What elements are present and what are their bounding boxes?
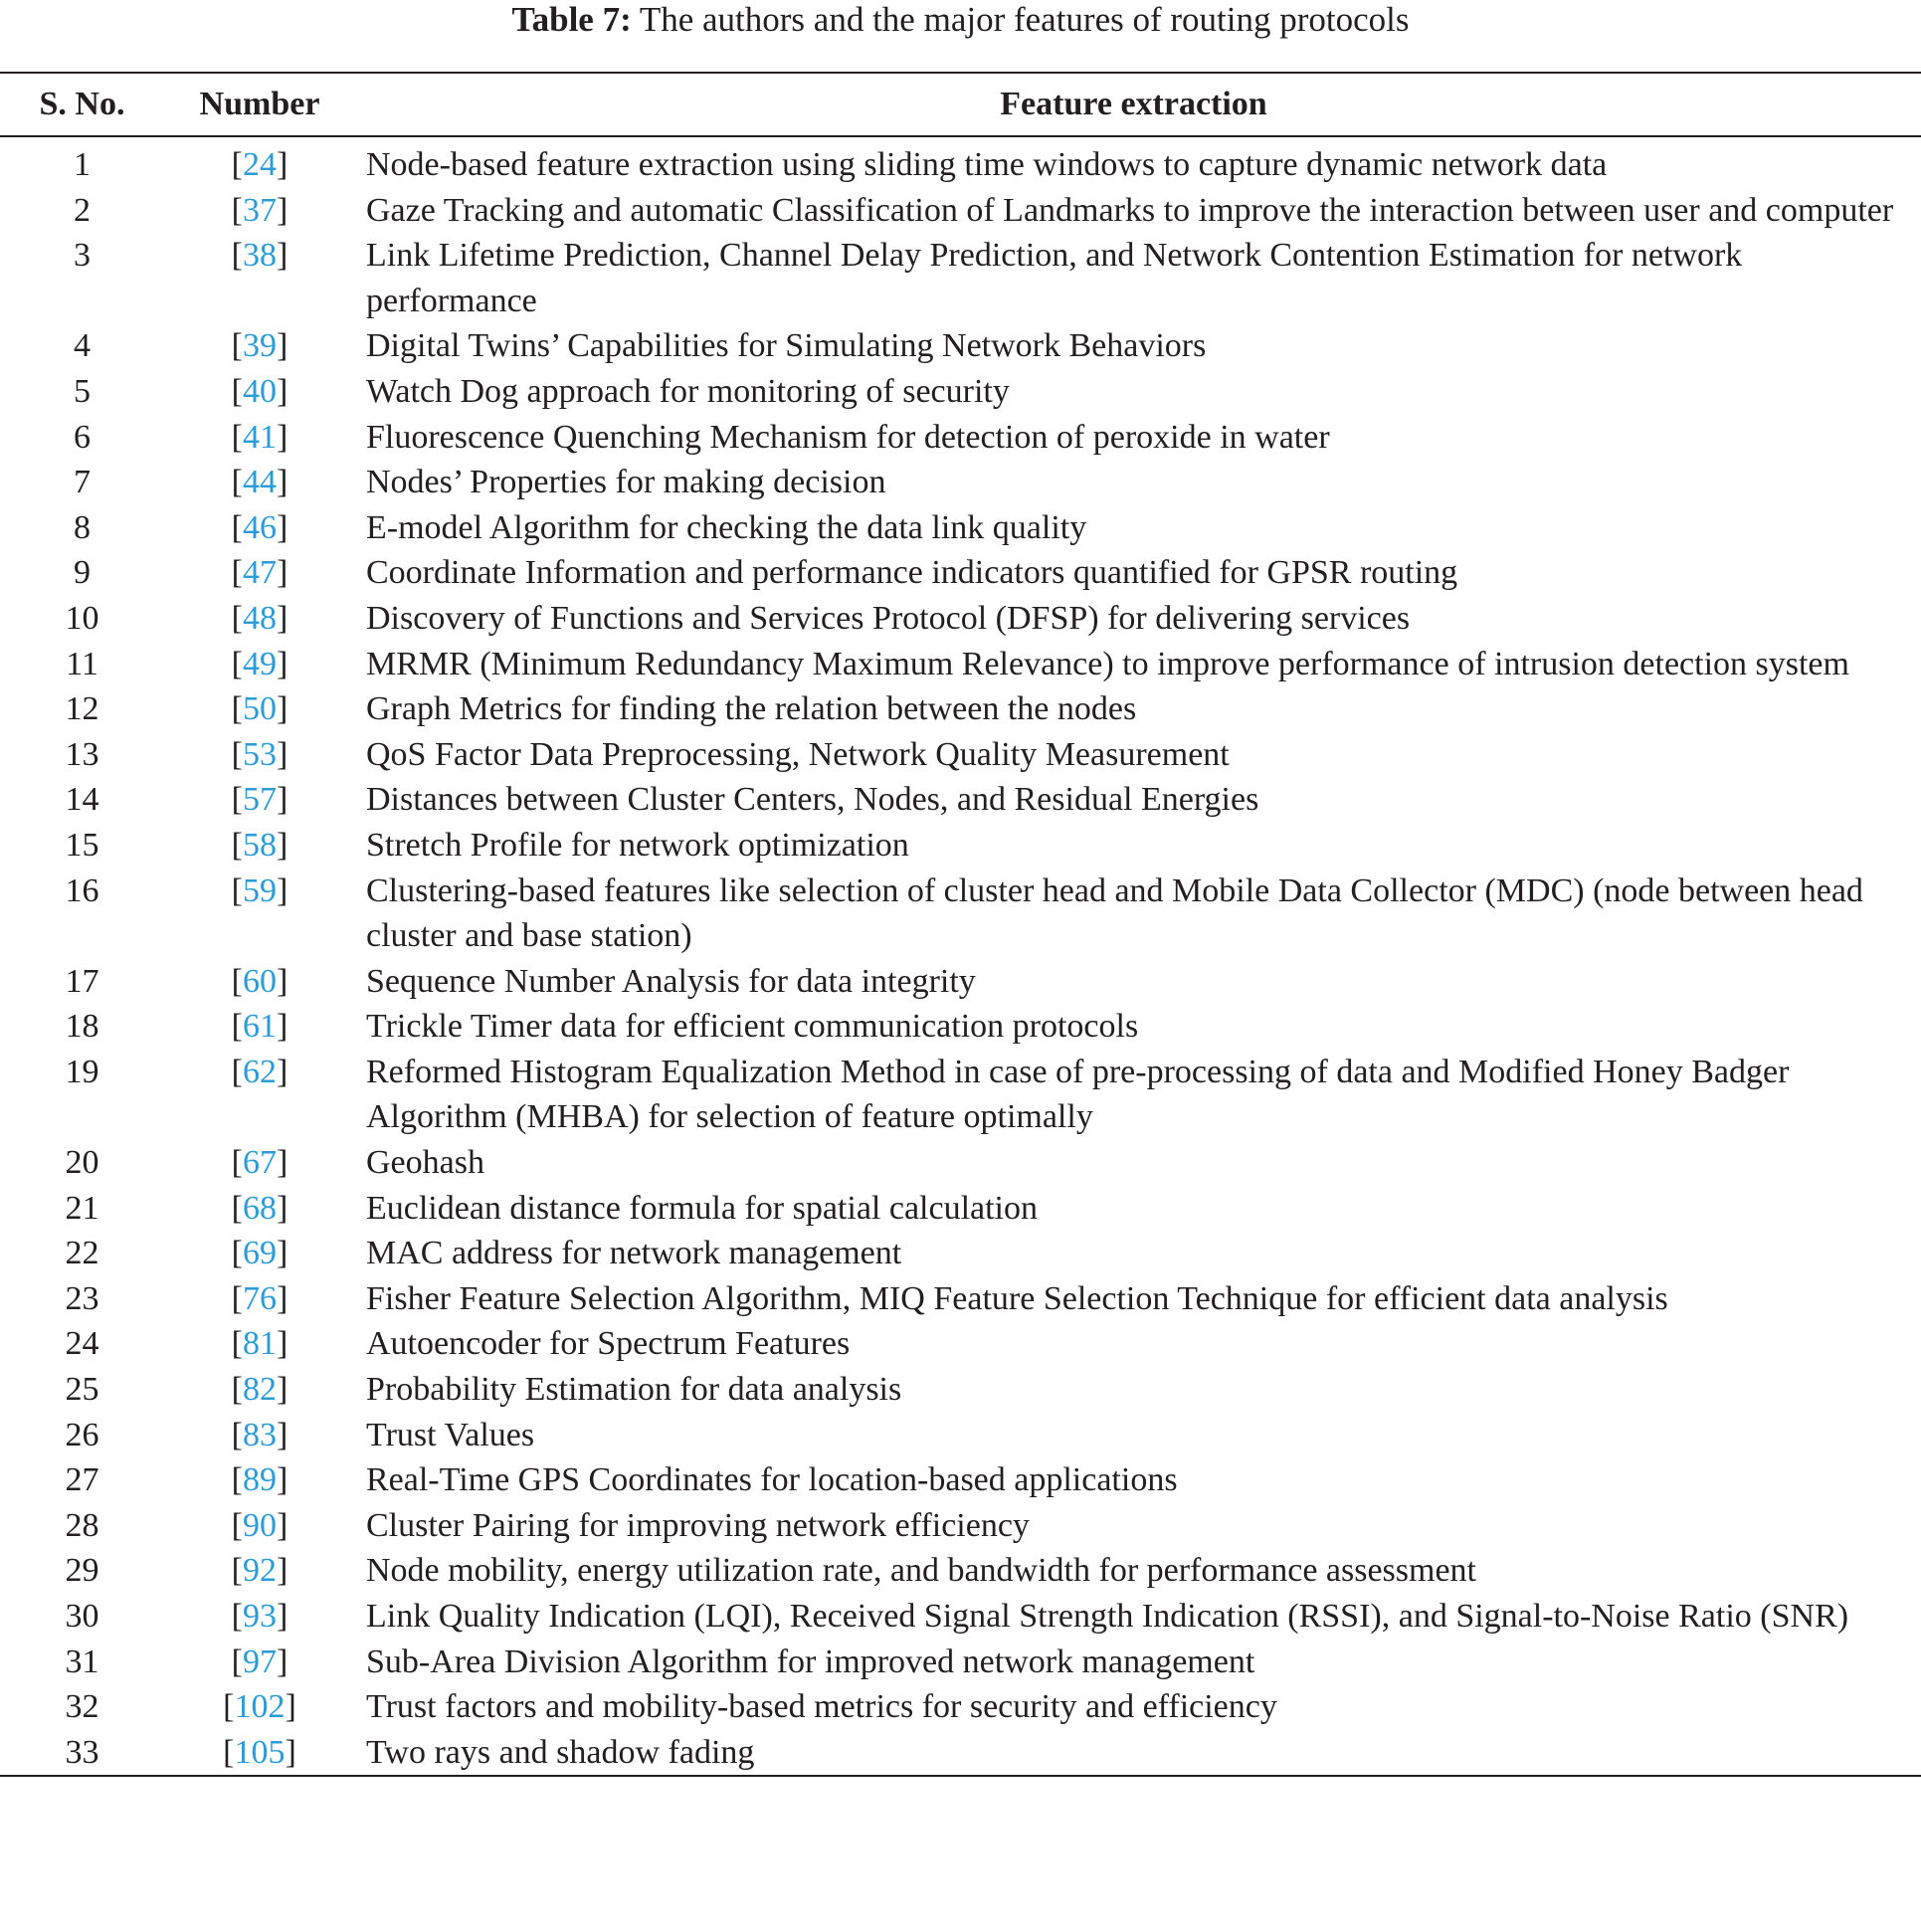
cell-sno: 12 <box>65 690 99 728</box>
table-caption-text: The authors and the major features of routing protocols <box>631 0 1410 39</box>
table-row <box>0 1730 1921 1777</box>
table-row <box>0 1321 1921 1367</box>
cell-feature: Geohash <box>366 1144 484 1182</box>
cell-number: [90] <box>231 1506 288 1544</box>
table-row <box>0 1548 1921 1594</box>
table-row <box>0 1004 1921 1050</box>
reference-link[interactable]: 68 <box>243 1189 277 1227</box>
cell-feature: Distances between Cluster Centers, Nodes, and Residual Energies <box>366 781 1259 819</box>
reference-link[interactable]: 67 <box>243 1144 277 1182</box>
reference-link[interactable]: 97 <box>243 1642 277 1680</box>
cell-feature: Trust factors and mobility-based metrics for security and efficiency <box>366 1688 1277 1726</box>
table-row <box>0 823 1921 869</box>
cell-number: [67] <box>231 1144 288 1182</box>
cell-feature: Fluorescence Quenching Mechanism for detection of peroxide in water <box>366 418 1330 456</box>
cell-number: [37] <box>231 191 288 229</box>
reference-link[interactable]: 76 <box>243 1279 277 1317</box>
reference-link[interactable]: 53 <box>243 735 277 773</box>
cell-number: [44] <box>231 464 288 501</box>
cell-sno: 7 <box>74 464 91 501</box>
table-row <box>0 1367 1921 1413</box>
table-row <box>0 869 1921 959</box>
table-row <box>0 1413 1921 1458</box>
cell-number: [24] <box>231 146 288 183</box>
table-row <box>0 686 1921 732</box>
cell-sno: 10 <box>65 599 99 637</box>
table-row <box>0 1640 1921 1685</box>
cell-sno: 14 <box>65 781 99 819</box>
cell-sno: 2 <box>74 191 91 229</box>
reference-link[interactable]: 83 <box>243 1416 277 1453</box>
reference-link[interactable]: 38 <box>243 237 277 275</box>
cell-feature: Gaze Tracking and automatic Classification of Landmarks to improve the interaction between user and computer <box>366 191 1894 229</box>
cell-number: [47] <box>231 554 288 592</box>
reference-link[interactable]: 48 <box>243 599 277 637</box>
table-row <box>0 1050 1921 1140</box>
table-row <box>0 642 1921 687</box>
cell-feature: Real-Time GPS Coordinates for location-based applications <box>366 1461 1178 1499</box>
cell-number: [92] <box>231 1552 288 1590</box>
cell-feature: Sequence Number Analysis for data integrity <box>366 962 976 1000</box>
table-caption-label: Table 7: <box>511 0 632 39</box>
cell-feature: Digital Twins’ Capabilities for Simulating Network Behaviors <box>366 327 1207 365</box>
cell-feature: MRMR (Minimum Redundancy Maximum Relevance) to improve performance of intrusion detection system <box>366 645 1849 682</box>
cell-sno: 4 <box>74 327 91 365</box>
cell-feature: Cluster Pairing for improving network efficiency <box>366 1506 1030 1544</box>
table-row <box>0 460 1921 505</box>
table-row <box>0 550 1921 596</box>
reference-link[interactable]: 102 <box>234 1688 286 1726</box>
cell-sno: 29 <box>65 1552 99 1590</box>
cell-number: [38] <box>231 237 288 275</box>
cell-number: [53] <box>231 735 288 773</box>
cell-feature: Node-based feature extraction using sliding time windows to capture dynamic network data <box>366 146 1608 183</box>
cell-number: [102] <box>223 1688 296 1726</box>
cell-number: [62] <box>231 1053 288 1090</box>
reference-link[interactable]: 93 <box>243 1598 277 1635</box>
reference-link[interactable]: 89 <box>243 1461 277 1499</box>
table-row <box>0 369 1921 415</box>
cell-feature: Autoencoder for Spectrum Features <box>366 1325 851 1363</box>
cell-sno: 15 <box>65 826 99 864</box>
cell-feature: Discovery of Functions and Services Protocol (DFSP) for delivering services <box>366 599 1411 637</box>
cell-number: [57] <box>231 781 288 819</box>
cell-sno: 16 <box>65 871 99 909</box>
reference-link[interactable]: 81 <box>243 1325 277 1363</box>
cell-sno: 32 <box>65 1688 99 1726</box>
cell-sno: 6 <box>74 418 91 456</box>
cell-feature: Clustering-based features like selection of cluster head and Mobile Data Collector (MDC) (node between head cluster and base station) <box>366 871 1863 955</box>
cell-sno: 21 <box>65 1189 99 1227</box>
table-container <box>0 72 1921 1777</box>
table-row <box>0 1503 1921 1549</box>
reference-link[interactable]: 37 <box>243 191 277 229</box>
table-header-row <box>0 73 1921 136</box>
reference-link[interactable]: 61 <box>243 1008 277 1046</box>
cell-feature: Euclidean distance formula for spatial calculation <box>366 1189 1039 1227</box>
table-row <box>0 1231 1921 1276</box>
reference-link[interactable]: 41 <box>243 418 277 456</box>
cell-number: [60] <box>231 962 288 1000</box>
reference-link[interactable]: 24 <box>243 146 277 183</box>
cell-feature: Fisher Feature Selection Algorithm, MIQ Feature Selection Technique for efficient data analysis <box>366 1279 1668 1317</box>
cell-number: [50] <box>231 690 288 728</box>
table-row <box>0 415 1921 461</box>
cell-number: [40] <box>231 372 288 410</box>
cell-sno: 33 <box>65 1733 99 1771</box>
cell-number: [46] <box>231 508 288 546</box>
cell-number: [39] <box>231 327 288 365</box>
table-row <box>0 188 1921 234</box>
cell-number: [68] <box>231 1189 288 1227</box>
header-number: Number <box>199 86 320 122</box>
cell-number: [82] <box>231 1371 288 1409</box>
cell-number: [49] <box>231 645 288 682</box>
cell-number: [69] <box>231 1235 288 1272</box>
cell-feature: MAC address for network management <box>366 1235 902 1272</box>
cell-feature: Graph Metrics for finding the relation between the nodes <box>366 690 1137 728</box>
cell-sno: 9 <box>74 554 91 592</box>
cell-feature: Sub-Area Division Algorithm for improved network management <box>366 1642 1255 1680</box>
cell-feature: Node mobility, energy utilization rate, and bandwidth for performance assessment <box>366 1552 1477 1590</box>
reference-link[interactable]: 47 <box>243 554 277 592</box>
cell-number: [41] <box>231 418 288 456</box>
table-row <box>0 959 1921 1005</box>
header-feature: Feature extraction <box>1000 86 1267 122</box>
table-row <box>0 1684 1921 1730</box>
table-row <box>0 1594 1921 1640</box>
cell-sno: 26 <box>65 1416 99 1453</box>
reference-link[interactable]: 44 <box>243 464 277 501</box>
cell-feature: Watch Dog approach for monitoring of security <box>366 372 1010 410</box>
cell-sno: 31 <box>65 1642 99 1680</box>
table-row <box>0 1140 1921 1186</box>
cell-sno: 24 <box>65 1325 99 1363</box>
cell-sno: 8 <box>74 508 91 546</box>
reference-link[interactable]: 49 <box>243 645 277 682</box>
cell-sno: 18 <box>65 1008 99 1046</box>
cell-number: [76] <box>231 1279 288 1317</box>
cell-feature: QoS Factor Data Preprocessing, Network Quality Measurement <box>366 735 1230 773</box>
cell-feature: E-model Algorithm for checking the data link quality <box>366 508 1087 546</box>
table-row <box>0 323 1921 369</box>
cell-number: [89] <box>231 1461 288 1499</box>
reference-link[interactable]: 58 <box>243 826 277 864</box>
reference-link[interactable]: 62 <box>243 1053 277 1090</box>
cell-sno: 30 <box>65 1598 99 1635</box>
table-row <box>0 732 1921 778</box>
table-row <box>0 1457 1921 1503</box>
cell-sno: 3 <box>74 237 91 275</box>
cell-feature: Two rays and shadow fading <box>366 1733 755 1771</box>
cell-sno: 27 <box>65 1461 99 1499</box>
reference-link[interactable]: 60 <box>243 962 277 1000</box>
cell-sno: 1 <box>74 146 91 183</box>
table-row <box>0 596 1921 642</box>
header-sno: S. No. <box>39 86 125 122</box>
cell-feature: Link Lifetime Prediction, Channel Delay Prediction, and Network Contention Estimation for network performance <box>366 237 1743 319</box>
cell-number: [59] <box>231 871 288 909</box>
reference-link[interactable]: 40 <box>243 372 277 410</box>
cell-feature: Trickle Timer data for efficient communication protocols <box>366 1008 1139 1046</box>
table-body <box>0 136 1921 1776</box>
cell-number: [61] <box>231 1008 288 1046</box>
cell-feature: Nodes’ Properties for making decision <box>366 464 886 501</box>
cell-sno: 28 <box>65 1506 99 1544</box>
cell-number: [105] <box>223 1733 296 1771</box>
cell-sno: 17 <box>65 962 99 1000</box>
cell-number: [48] <box>231 599 288 637</box>
cell-sno: 22 <box>65 1235 99 1272</box>
cell-sno: 20 <box>65 1144 99 1182</box>
reference-link[interactable]: 105 <box>234 1733 286 1771</box>
cell-sno: 13 <box>65 735 99 773</box>
cell-sno: 11 <box>66 645 98 682</box>
cell-sno: 25 <box>65 1371 99 1409</box>
reference-link[interactable]: 92 <box>243 1552 277 1590</box>
cell-number: [93] <box>231 1598 288 1635</box>
reference-link[interactable]: 82 <box>243 1371 277 1409</box>
cell-number: [81] <box>231 1325 288 1363</box>
cell-feature: Probability Estimation for data analysis <box>366 1371 902 1409</box>
reference-link[interactable]: 46 <box>243 508 277 546</box>
reference-link[interactable]: 57 <box>243 781 277 819</box>
reference-link[interactable]: 69 <box>243 1235 277 1272</box>
reference-link[interactable]: 90 <box>243 1506 277 1544</box>
table-row <box>0 233 1921 323</box>
cell-feature: Stretch Profile for network optimization <box>366 826 909 864</box>
routing-features-table <box>0 72 1921 1777</box>
cell-sno: 23 <box>65 1279 99 1317</box>
table-row <box>0 136 1921 188</box>
cell-feature: Trust Values <box>366 1416 535 1453</box>
table-caption <box>0 0 1921 40</box>
cell-feature: Coordinate Information and performance indicators quantified for GPSR routing <box>366 554 1458 592</box>
cell-number: [58] <box>231 826 288 864</box>
cell-feature: Link Quality Indication (LQI), Received Signal Strength Indication (RSSI), and Signal-to-Noise Ratio (SNR) <box>366 1598 1849 1635</box>
table-row <box>0 505 1921 551</box>
cell-number: [83] <box>231 1416 288 1453</box>
table-row <box>0 1186 1921 1232</box>
table-row <box>0 777 1921 823</box>
cell-sno: 5 <box>74 372 91 410</box>
cell-feature: Reformed Histogram Equalization Method in case of pre-processing of data and Modified Honey Badger Algorithm (MHBA) for selection of feature optimally <box>366 1053 1790 1136</box>
reference-link[interactable]: 59 <box>243 871 277 909</box>
table-row <box>0 1276 1921 1322</box>
cell-number: [97] <box>231 1642 288 1680</box>
reference-link[interactable]: 39 <box>243 327 277 365</box>
reference-link[interactable]: 50 <box>243 690 277 728</box>
cell-sno: 19 <box>65 1053 99 1090</box>
